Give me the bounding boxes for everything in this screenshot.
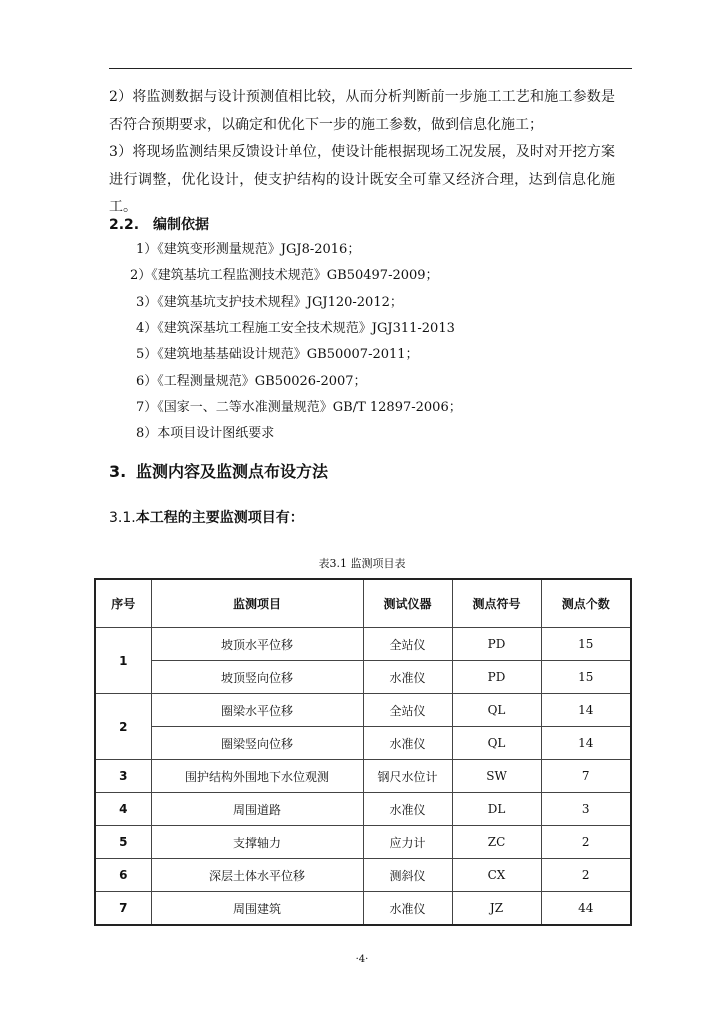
table-row (95, 760, 631, 793)
seq-cell: 6 (95, 859, 151, 892)
table-header-row (95, 579, 631, 628)
table-caption: 表3.1 监测项目表 (318, 557, 406, 570)
paragraph-item-3: 3）将现场监测结果反馈设计单位，使设计能根据现场工况发展，及时对开挖方案进行调整，优化设计，使支护结构的设计既安全可靠又经济合理，达到信息化施工。 (109, 144, 615, 215)
section-number: 3. (109, 462, 127, 481)
instrument-cell: 应力计 (363, 826, 452, 859)
count-cell: 7 (541, 760, 631, 793)
item-cell: 圈梁水平位移 (151, 694, 363, 727)
table-row (95, 793, 631, 826)
instrument-cell: 全站仪 (363, 628, 452, 661)
instrument-cell: 水准仪 (363, 661, 452, 694)
page-number: ·4· (355, 954, 369, 965)
item-cell: 坡顶竖向位移 (151, 661, 363, 694)
section-title: 监测内容及监测点布设方法 (136, 462, 329, 481)
table-row (95, 694, 631, 727)
instrument-cell: 水准仪 (363, 727, 452, 760)
count-cell: 2 (541, 826, 631, 859)
table-row (95, 727, 631, 760)
code-cell: SW (452, 760, 541, 793)
code-cell: JZ (452, 892, 541, 926)
reference-item: 6）《工程测量规范》GB50026-2007； (136, 374, 367, 389)
code-cell: ZC (452, 826, 541, 859)
instrument-cell: 水准仪 (363, 892, 452, 926)
seq-cell: 5 (95, 826, 151, 859)
count-cell: 14 (541, 694, 631, 727)
code-cell: DL (452, 793, 541, 826)
reference-item: 5）《建筑地基基础设计规范》GB50007-2011； (136, 347, 419, 362)
section-heading-2-2 (109, 214, 209, 234)
item-cell: 围护结构外围地下水位观测 (151, 760, 363, 793)
code-cell: QL (452, 694, 541, 727)
header-code: 测点符号 (452, 579, 541, 628)
paragraph-item-2: 2）将监测数据与设计预测值相比较，从而分析判断前一步施工工艺和施工参数是否符合预期要求，以确定和优化下一步的施工参数，做到信息化施工； (109, 89, 615, 133)
item-cell: 圈梁竖向位移 (151, 727, 363, 760)
code-cell: PD (452, 628, 541, 661)
instrument-cell: 钢尺水位计 (363, 760, 452, 793)
table-row (95, 628, 631, 661)
item-cell: 周围道路 (151, 793, 363, 826)
seq-cell: 2 (95, 694, 151, 760)
code-cell: QL (452, 727, 541, 760)
seq-cell: 7 (95, 892, 151, 926)
section-number: 3.1. (109, 510, 136, 526)
count-cell: 15 (541, 628, 631, 661)
seq-cell: 1 (95, 628, 151, 694)
reference-item: 1）《建筑变形测量规范》JGJ8-2016； (136, 242, 361, 257)
table-row (95, 661, 631, 694)
count-cell: 44 (541, 892, 631, 926)
count-cell: 2 (541, 859, 631, 892)
reference-item: 3）《建筑基坑支护技术规程》JGJ120-2012； (136, 295, 403, 310)
header-item: 监测项目 (151, 579, 363, 628)
count-cell: 3 (541, 793, 631, 826)
reference-item: 8）本项目设计图纸要求 (136, 426, 275, 441)
seq-cell: 3 (95, 760, 151, 793)
header-instrument: 测试仪器 (363, 579, 452, 628)
code-cell: CX (452, 859, 541, 892)
section-heading-3 (109, 459, 328, 482)
header-count: 测点个数 (541, 579, 631, 628)
reference-item: 4）《建筑深基坑工程施工安全技术规范》JGJ311-2013 (136, 321, 455, 336)
count-cell: 14 (541, 727, 631, 760)
instrument-cell: 测斜仪 (363, 859, 452, 892)
code-cell: PD (452, 661, 541, 694)
section-number: 2.2. (109, 217, 140, 233)
table-row (95, 826, 631, 859)
item-cell: 深层土体水平位移 (151, 859, 363, 892)
reference-item: 7）《国家一、二等水准测量规范》GB/T 12897-2006； (136, 400, 462, 415)
header-seq: 序号 (95, 579, 151, 628)
item-cell: 支撑轴力 (151, 826, 363, 859)
section-title: 编制依据 (153, 217, 209, 233)
monitoring-items-table (94, 578, 632, 926)
count-cell: 15 (541, 661, 631, 694)
reference-item: 2）《建筑基坑工程监测技术规范》GB50497-2009； (130, 268, 439, 283)
item-cell: 周围建筑 (151, 892, 363, 926)
section-title: 本工程的主要监测项目有： (135, 510, 304, 526)
instrument-cell: 水准仪 (363, 793, 452, 826)
header-rule (109, 68, 632, 69)
item-cell: 坡顶水平位移 (151, 628, 363, 661)
instrument-cell: 全站仪 (363, 694, 452, 727)
table-row (95, 892, 631, 926)
section-heading-3-1 (109, 507, 304, 527)
table-row (95, 859, 631, 892)
seq-cell: 4 (95, 793, 151, 826)
